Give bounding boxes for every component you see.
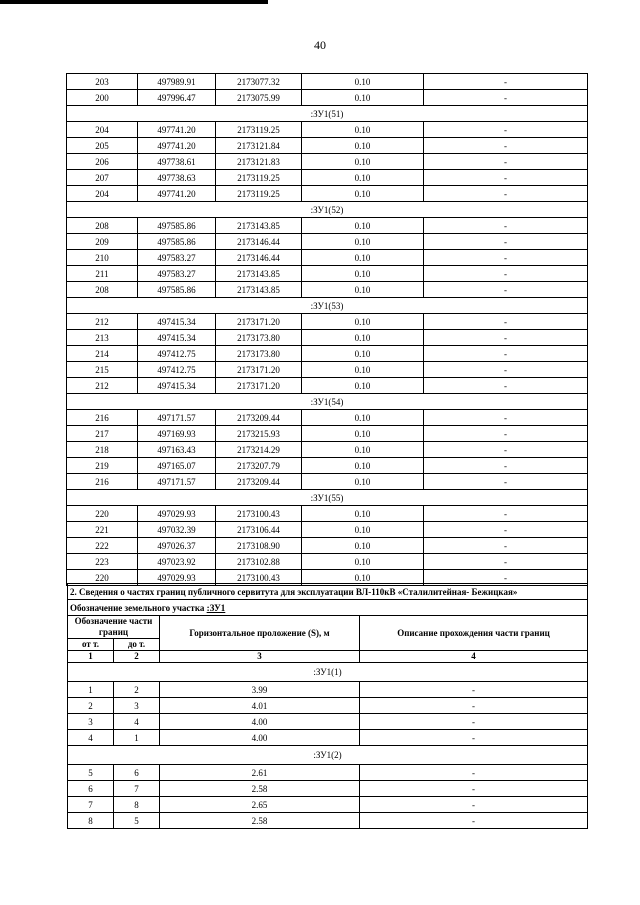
accuracy: 0.10 — [302, 234, 424, 250]
header-designation: Обозначение части границ — [68, 616, 160, 639]
col-number: 3 — [160, 651, 360, 663]
section-label: :ЗУ1(55) — [67, 490, 588, 506]
accuracy: 0.10 — [302, 138, 424, 154]
to-point: 4 — [114, 714, 160, 730]
x-coordinate: 497029.93 — [138, 506, 216, 522]
parcel-value: :ЗУ1 — [206, 602, 226, 613]
to-point: 7 — [114, 781, 160, 797]
accuracy: 0.10 — [302, 186, 424, 202]
from-point: 8 — [68, 813, 114, 829]
x-coordinate: 497741.20 — [138, 122, 216, 138]
point-number: 223 — [67, 554, 138, 570]
accuracy: 0.10 — [302, 378, 424, 394]
section-row — [67, 202, 588, 218]
table-row — [67, 458, 588, 474]
y-coordinate: 2173075.99 — [216, 90, 302, 106]
accuracy: 0.10 — [302, 506, 424, 522]
header-from: от т. — [68, 639, 114, 651]
from-point: 7 — [68, 797, 114, 813]
accuracy: 0.10 — [302, 122, 424, 138]
x-coordinate: 497032.39 — [138, 522, 216, 538]
y-coordinate: 2173209.44 — [216, 474, 302, 490]
section2-title: 2. Сведения о частях границ публичного сервитута для эксплуатации ВЛ-110кВ «Сталилитейная- Бежицкая» — [68, 584, 588, 600]
y-coordinate: 2173173.80 — [216, 330, 302, 346]
header-description: Описание прохождения части границ — [360, 616, 588, 651]
point-number: 222 — [67, 538, 138, 554]
description: - — [360, 765, 588, 781]
y-coordinate: 2173143.85 — [216, 218, 302, 234]
point-number: 218 — [67, 442, 138, 458]
section-row — [67, 490, 588, 506]
section-label: :ЗУ1(52) — [67, 202, 588, 218]
x-coordinate: 497412.75 — [138, 362, 216, 378]
table-row — [67, 250, 588, 266]
description: - — [360, 682, 588, 698]
table-row — [68, 765, 588, 781]
y-coordinate: 2173102.88 — [216, 554, 302, 570]
x-coordinate: 497415.34 — [138, 314, 216, 330]
x-coordinate: 497029.93 — [138, 570, 216, 586]
horizontal-distance: 3.99 — [160, 682, 360, 698]
table-row — [67, 330, 588, 346]
x-coordinate: 497741.20 — [138, 186, 216, 202]
table-row — [67, 554, 588, 570]
x-coordinate: 497583.27 — [138, 266, 216, 282]
note: - — [424, 474, 588, 490]
table-row — [67, 90, 588, 106]
to-point: 2 — [114, 682, 160, 698]
point-number: 221 — [67, 522, 138, 538]
point-number: 216 — [67, 410, 138, 426]
from-point: 4 — [68, 730, 114, 746]
point-number: 219 — [67, 458, 138, 474]
x-coordinate: 497741.20 — [138, 138, 216, 154]
horizontal-distance: 2.65 — [160, 797, 360, 813]
y-coordinate: 2173171.20 — [216, 378, 302, 394]
accuracy: 0.10 — [302, 410, 424, 426]
x-coordinate: 497169.93 — [138, 426, 216, 442]
note: - — [424, 186, 588, 202]
point-number: 212 — [67, 378, 138, 394]
to-point: 3 — [114, 698, 160, 714]
accuracy: 0.10 — [302, 282, 424, 298]
x-coordinate: 497165.07 — [138, 458, 216, 474]
horizontal-distance: 4.00 — [160, 730, 360, 746]
y-coordinate: 2173214.29 — [216, 442, 302, 458]
col-number: 1 — [68, 651, 114, 663]
horizontal-distance: 2.58 — [160, 813, 360, 829]
table-row — [67, 154, 588, 170]
y-coordinate: 2173108.90 — [216, 538, 302, 554]
accuracy: 0.10 — [302, 442, 424, 458]
point-number: 210 — [67, 250, 138, 266]
accuracy: 0.10 — [302, 362, 424, 378]
y-coordinate: 2173143.85 — [216, 282, 302, 298]
table-row — [67, 442, 588, 458]
from-point: 1 — [68, 682, 114, 698]
table-row — [67, 218, 588, 234]
x-coordinate: 497163.43 — [138, 442, 216, 458]
note: - — [424, 250, 588, 266]
x-coordinate: 497415.34 — [138, 378, 216, 394]
point-number: 220 — [67, 506, 138, 522]
x-coordinate: 497738.63 — [138, 170, 216, 186]
y-coordinate: 2173100.43 — [216, 570, 302, 586]
x-coordinate: 497585.86 — [138, 282, 216, 298]
description: - — [360, 730, 588, 746]
parcel-label: Обозначение земельного участка — [70, 602, 207, 613]
point-number: 214 — [67, 346, 138, 362]
y-coordinate: 2173121.83 — [216, 154, 302, 170]
table-row — [67, 426, 588, 442]
point-number: 212 — [67, 314, 138, 330]
from-point: 3 — [68, 714, 114, 730]
x-coordinate: 497415.34 — [138, 330, 216, 346]
boundary-parts-table — [67, 583, 588, 829]
section-row — [67, 394, 588, 410]
note: - — [424, 138, 588, 154]
accuracy: 0.10 — [302, 522, 424, 538]
table-row — [68, 781, 588, 797]
y-coordinate: 2173077.32 — [216, 74, 302, 90]
note: - — [424, 426, 588, 442]
table-row — [67, 282, 588, 298]
horizontal-distance: 4.00 — [160, 714, 360, 730]
x-coordinate: 497585.86 — [138, 234, 216, 250]
table-row — [68, 682, 588, 698]
point-number: 213 — [67, 330, 138, 346]
to-point: 1 — [114, 730, 160, 746]
note: - — [424, 410, 588, 426]
point-number: 207 — [67, 170, 138, 186]
note: - — [424, 218, 588, 234]
section-row — [68, 746, 588, 765]
note: - — [424, 362, 588, 378]
col-number: 2 — [114, 651, 160, 663]
y-coordinate: 2173100.43 — [216, 506, 302, 522]
section-label: :ЗУ1(2) — [68, 746, 588, 765]
accuracy: 0.10 — [302, 474, 424, 490]
table-row — [68, 698, 588, 714]
note: - — [424, 506, 588, 522]
table-row — [67, 474, 588, 490]
note: - — [424, 314, 588, 330]
point-number: 205 — [67, 138, 138, 154]
header-to: до т. — [114, 639, 160, 651]
accuracy: 0.10 — [302, 330, 424, 346]
accuracy: 0.10 — [302, 266, 424, 282]
note: - — [424, 266, 588, 282]
point-number: 215 — [67, 362, 138, 378]
table-row — [67, 346, 588, 362]
y-coordinate: 2173209.44 — [216, 410, 302, 426]
description: - — [360, 714, 588, 730]
x-coordinate: 497023.92 — [138, 554, 216, 570]
accuracy: 0.10 — [302, 426, 424, 442]
point-number: 208 — [67, 282, 138, 298]
table-row — [68, 714, 588, 730]
section-label: :ЗУ1(53) — [67, 298, 588, 314]
y-coordinate: 2173173.80 — [216, 346, 302, 362]
description: - — [360, 781, 588, 797]
point-number: 209 — [67, 234, 138, 250]
point-number: 203 — [67, 74, 138, 90]
to-point: 8 — [114, 797, 160, 813]
y-coordinate: 2173171.20 — [216, 314, 302, 330]
table-row — [67, 538, 588, 554]
point-number: 216 — [67, 474, 138, 490]
note: - — [424, 458, 588, 474]
point-number: 206 — [67, 154, 138, 170]
note: - — [424, 442, 588, 458]
note: - — [424, 538, 588, 554]
description: - — [360, 797, 588, 813]
table-row — [68, 730, 588, 746]
note: - — [424, 330, 588, 346]
table-row — [68, 797, 588, 813]
accuracy: 0.10 — [302, 554, 424, 570]
horizontal-distance: 2.58 — [160, 781, 360, 797]
note: - — [424, 378, 588, 394]
y-coordinate: 2173146.44 — [216, 250, 302, 266]
x-coordinate: 497583.27 — [138, 250, 216, 266]
from-point: 5 — [68, 765, 114, 781]
x-coordinate: 497171.57 — [138, 410, 216, 426]
accuracy: 0.10 — [302, 74, 424, 90]
accuracy: 0.10 — [302, 538, 424, 554]
table-row — [67, 314, 588, 330]
note: - — [424, 346, 588, 362]
note: - — [424, 170, 588, 186]
table-row — [67, 138, 588, 154]
y-coordinate: 2173106.44 — [216, 522, 302, 538]
coordinates-table — [66, 73, 588, 586]
table-row — [67, 506, 588, 522]
x-coordinate: 497171.57 — [138, 474, 216, 490]
top-rule — [0, 0, 268, 4]
point-number: 220 — [67, 570, 138, 586]
point-number: 200 — [67, 90, 138, 106]
point-number: 204 — [67, 186, 138, 202]
section-row — [68, 663, 588, 682]
section-label: :ЗУ1(1) — [68, 663, 588, 682]
y-coordinate: 2173119.25 — [216, 122, 302, 138]
x-coordinate: 497026.37 — [138, 538, 216, 554]
horizontal-distance: 4.01 — [160, 698, 360, 714]
accuracy: 0.10 — [302, 314, 424, 330]
col-number: 4 — [360, 651, 588, 663]
from-point: 6 — [68, 781, 114, 797]
note: - — [424, 282, 588, 298]
x-coordinate: 497585.86 — [138, 218, 216, 234]
note: - — [424, 154, 588, 170]
table-row — [67, 410, 588, 426]
x-coordinate: 497738.61 — [138, 154, 216, 170]
accuracy: 0.10 — [302, 218, 424, 234]
table-row — [67, 522, 588, 538]
note: - — [424, 74, 588, 90]
y-coordinate: 2173119.25 — [216, 186, 302, 202]
accuracy: 0.10 — [302, 90, 424, 106]
x-coordinate: 497989.91 — [138, 74, 216, 90]
accuracy: 0.10 — [302, 458, 424, 474]
table-row — [68, 813, 588, 829]
page-number: 40 — [314, 38, 326, 52]
header-horizontal: Горизонтальное проложение (S), м — [160, 616, 360, 651]
accuracy: 0.10 — [302, 170, 424, 186]
y-coordinate: 2173215.93 — [216, 426, 302, 442]
accuracy: 0.10 — [302, 250, 424, 266]
y-coordinate: 2173143.85 — [216, 266, 302, 282]
section-label: :ЗУ1(51) — [67, 106, 588, 122]
note: - — [424, 570, 588, 586]
accuracy: 0.10 — [302, 346, 424, 362]
point-number: 211 — [67, 266, 138, 282]
y-coordinate: 2173119.25 — [216, 170, 302, 186]
note: - — [424, 234, 588, 250]
description: - — [360, 698, 588, 714]
y-coordinate: 2173207.79 — [216, 458, 302, 474]
y-coordinate: 2173171.20 — [216, 362, 302, 378]
y-coordinate: 2173121.84 — [216, 138, 302, 154]
table-row — [67, 234, 588, 250]
point-number: 208 — [67, 218, 138, 234]
table-row — [67, 266, 588, 282]
table-row — [67, 186, 588, 202]
accuracy: 0.10 — [302, 570, 424, 586]
horizontal-distance: 2.61 — [160, 765, 360, 781]
note: - — [424, 90, 588, 106]
section-label: :ЗУ1(54) — [67, 394, 588, 410]
accuracy: 0.10 — [302, 154, 424, 170]
to-point: 5 — [114, 813, 160, 829]
note: - — [424, 554, 588, 570]
table-row — [67, 378, 588, 394]
table-row — [67, 122, 588, 138]
table-row — [67, 170, 588, 186]
note: - — [424, 522, 588, 538]
parcel-designation — [68, 600, 588, 616]
table-row — [67, 362, 588, 378]
from-point: 2 — [68, 698, 114, 714]
to-point: 6 — [114, 765, 160, 781]
description: - — [360, 813, 588, 829]
y-coordinate: 2173146.44 — [216, 234, 302, 250]
point-number: 217 — [67, 426, 138, 442]
note: - — [424, 122, 588, 138]
table-row — [67, 74, 588, 90]
section-row — [67, 106, 588, 122]
section-row — [67, 298, 588, 314]
x-coordinate: 497996.47 — [138, 90, 216, 106]
x-coordinate: 497412.75 — [138, 346, 216, 362]
point-number: 204 — [67, 122, 138, 138]
